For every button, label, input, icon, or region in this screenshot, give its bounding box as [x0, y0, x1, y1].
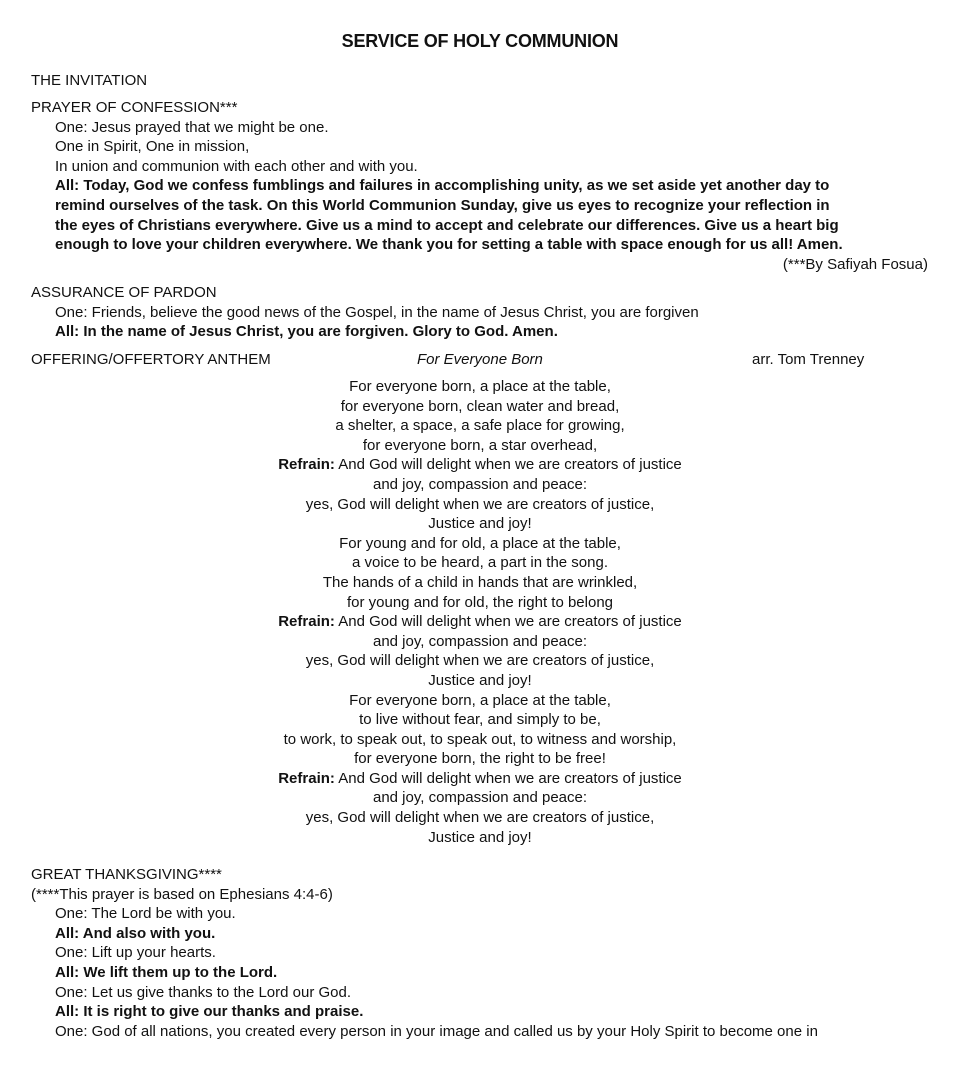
thanksgiving-note: (****This prayer is based on Ephesians 4:4-6) [31, 885, 333, 903]
thanksgiving-one-line: One: God of all nations, you created every person in your image and called us by your Holy Spirit to become one in [55, 1022, 818, 1040]
thanksgiving-all-line: All: And also with you. [55, 924, 216, 942]
confession-all-line: enough to love your children everywhere. We thank you for setting a table with space enough for us all! Amen. [55, 236, 843, 254]
confession-all-line: All: Today, God we confess fumblings and failures in accomplishing unity, as we set aside yet another day to [55, 177, 830, 195]
refrain-line: yes, God will delight when we are creators of justice, [305, 495, 655, 513]
pardon-all-line: All: In the name of Jesus Christ, you are forgiven. Glory to God. Amen. [55, 323, 558, 341]
refrain-line [0, 769, 960, 789]
hymn-line: The hands of a child in hands that are wrinkled, [322, 573, 638, 591]
refrain-text: And God will delight when we are creators of justice [338, 613, 682, 631]
refrain-line: yes, God will delight when we are creators of justice, [305, 809, 655, 827]
refrain-text: And God will delight when we are creators of justice [338, 456, 682, 474]
refrain-line: Justice and joy! [428, 671, 532, 689]
confession-all-line: remind ourselves of the task. On this World Communion Sunday, give us eyes to recognize your reflection in [55, 196, 830, 214]
hymn-line: For everyone born, a place at the table, [349, 691, 611, 709]
pardon-one-line: One: Friends, believe the good news of the Gospel, in the name of Jesus Christ, you are forgiven [55, 303, 699, 321]
refrain-line: and joy, compassion and peace: [372, 475, 588, 493]
page-title: SERVICE OF HOLY COMMUNION [341, 31, 619, 51]
refrain-label: Refrain: [278, 456, 335, 474]
thanksgiving-heading: GREAT THANKSGIVING**** [31, 866, 222, 883]
hymn-line: to live without fear, and simply to be, [359, 711, 601, 729]
thanksgiving-all-line: All: It is right to give our thanks and praise. [55, 1003, 364, 1021]
refrain-line: Justice and joy! [428, 828, 532, 846]
refrain-label: Refrain: [278, 769, 335, 787]
offering-heading: OFFERING/OFFERTORY ANTHEM [31, 351, 271, 368]
anthem-arranger: arr. Tom Trenney [752, 351, 865, 368]
hymn-line: for everyone born, the right to be free! [354, 750, 606, 768]
confession-line: One: Jesus prayed that we might be one. [55, 118, 329, 136]
hymn-text [0, 377, 960, 847]
confession-line: One in Spirit, One in mission, [55, 138, 250, 156]
hymn-line: a shelter, a space, a safe place for growing, [335, 417, 625, 435]
refrain-text: And God will delight when we are creators of justice [338, 769, 682, 787]
thanksgiving-section [31, 865, 928, 1041]
pardon-heading: ASSURANCE OF PARDON [31, 284, 217, 301]
confession-section [31, 98, 928, 274]
pardon-section [31, 283, 928, 342]
thanksgiving-one-line: One: Lift up your hearts. [55, 944, 216, 962]
invitation-heading: THE INVITATION [31, 72, 148, 89]
refrain-line [0, 455, 960, 475]
hymn-line: for young and for old, the right to belong [346, 593, 613, 611]
hymn-line: for everyone born, clean water and bread, [340, 397, 620, 415]
hymn-line: For everyone born, a place at the table, [349, 378, 611, 395]
refrain-line: and joy, compassion and peace: [372, 632, 588, 650]
refrain-line: and joy, compassion and peace: [372, 789, 588, 807]
refrain-line [0, 612, 960, 632]
hymn-line: For young and for old, a place at the table, [339, 534, 621, 552]
confession-heading: PRAYER OF CONFESSION*** [31, 99, 238, 116]
hymn-line: to work, to speak out, to speak out, to witness and worship, [283, 730, 677, 748]
refrain-line: Justice and joy! [428, 515, 532, 533]
refrain-label: Refrain: [278, 613, 335, 631]
thanksgiving-dialogue [31, 904, 928, 1041]
anthem-title: For Everyone Born [417, 351, 543, 368]
offering-row [31, 350, 928, 370]
thanksgiving-one-line: One: Let us give thanks to the Lord our God. [55, 983, 352, 1001]
hymn-line: a voice to be heard, a part in the song. [351, 554, 608, 572]
thanksgiving-one-line: One: The Lord be with you. [55, 905, 236, 923]
confession-line: In union and communion with each other and with you. [55, 157, 418, 175]
confession-all-line: the eyes of Christians everywhere. Give us a mind to accept and celebrate our differences. Give us a heart big [55, 216, 839, 234]
hymn-line: for everyone born, a star overhead, [362, 436, 598, 454]
confession-credit: (***By Safiyah Fosua) [782, 255, 928, 273]
thanksgiving-all-line: All: We lift them up to the Lord. [55, 963, 278, 981]
refrain-line: yes, God will delight when we are creators of justice, [305, 652, 655, 670]
